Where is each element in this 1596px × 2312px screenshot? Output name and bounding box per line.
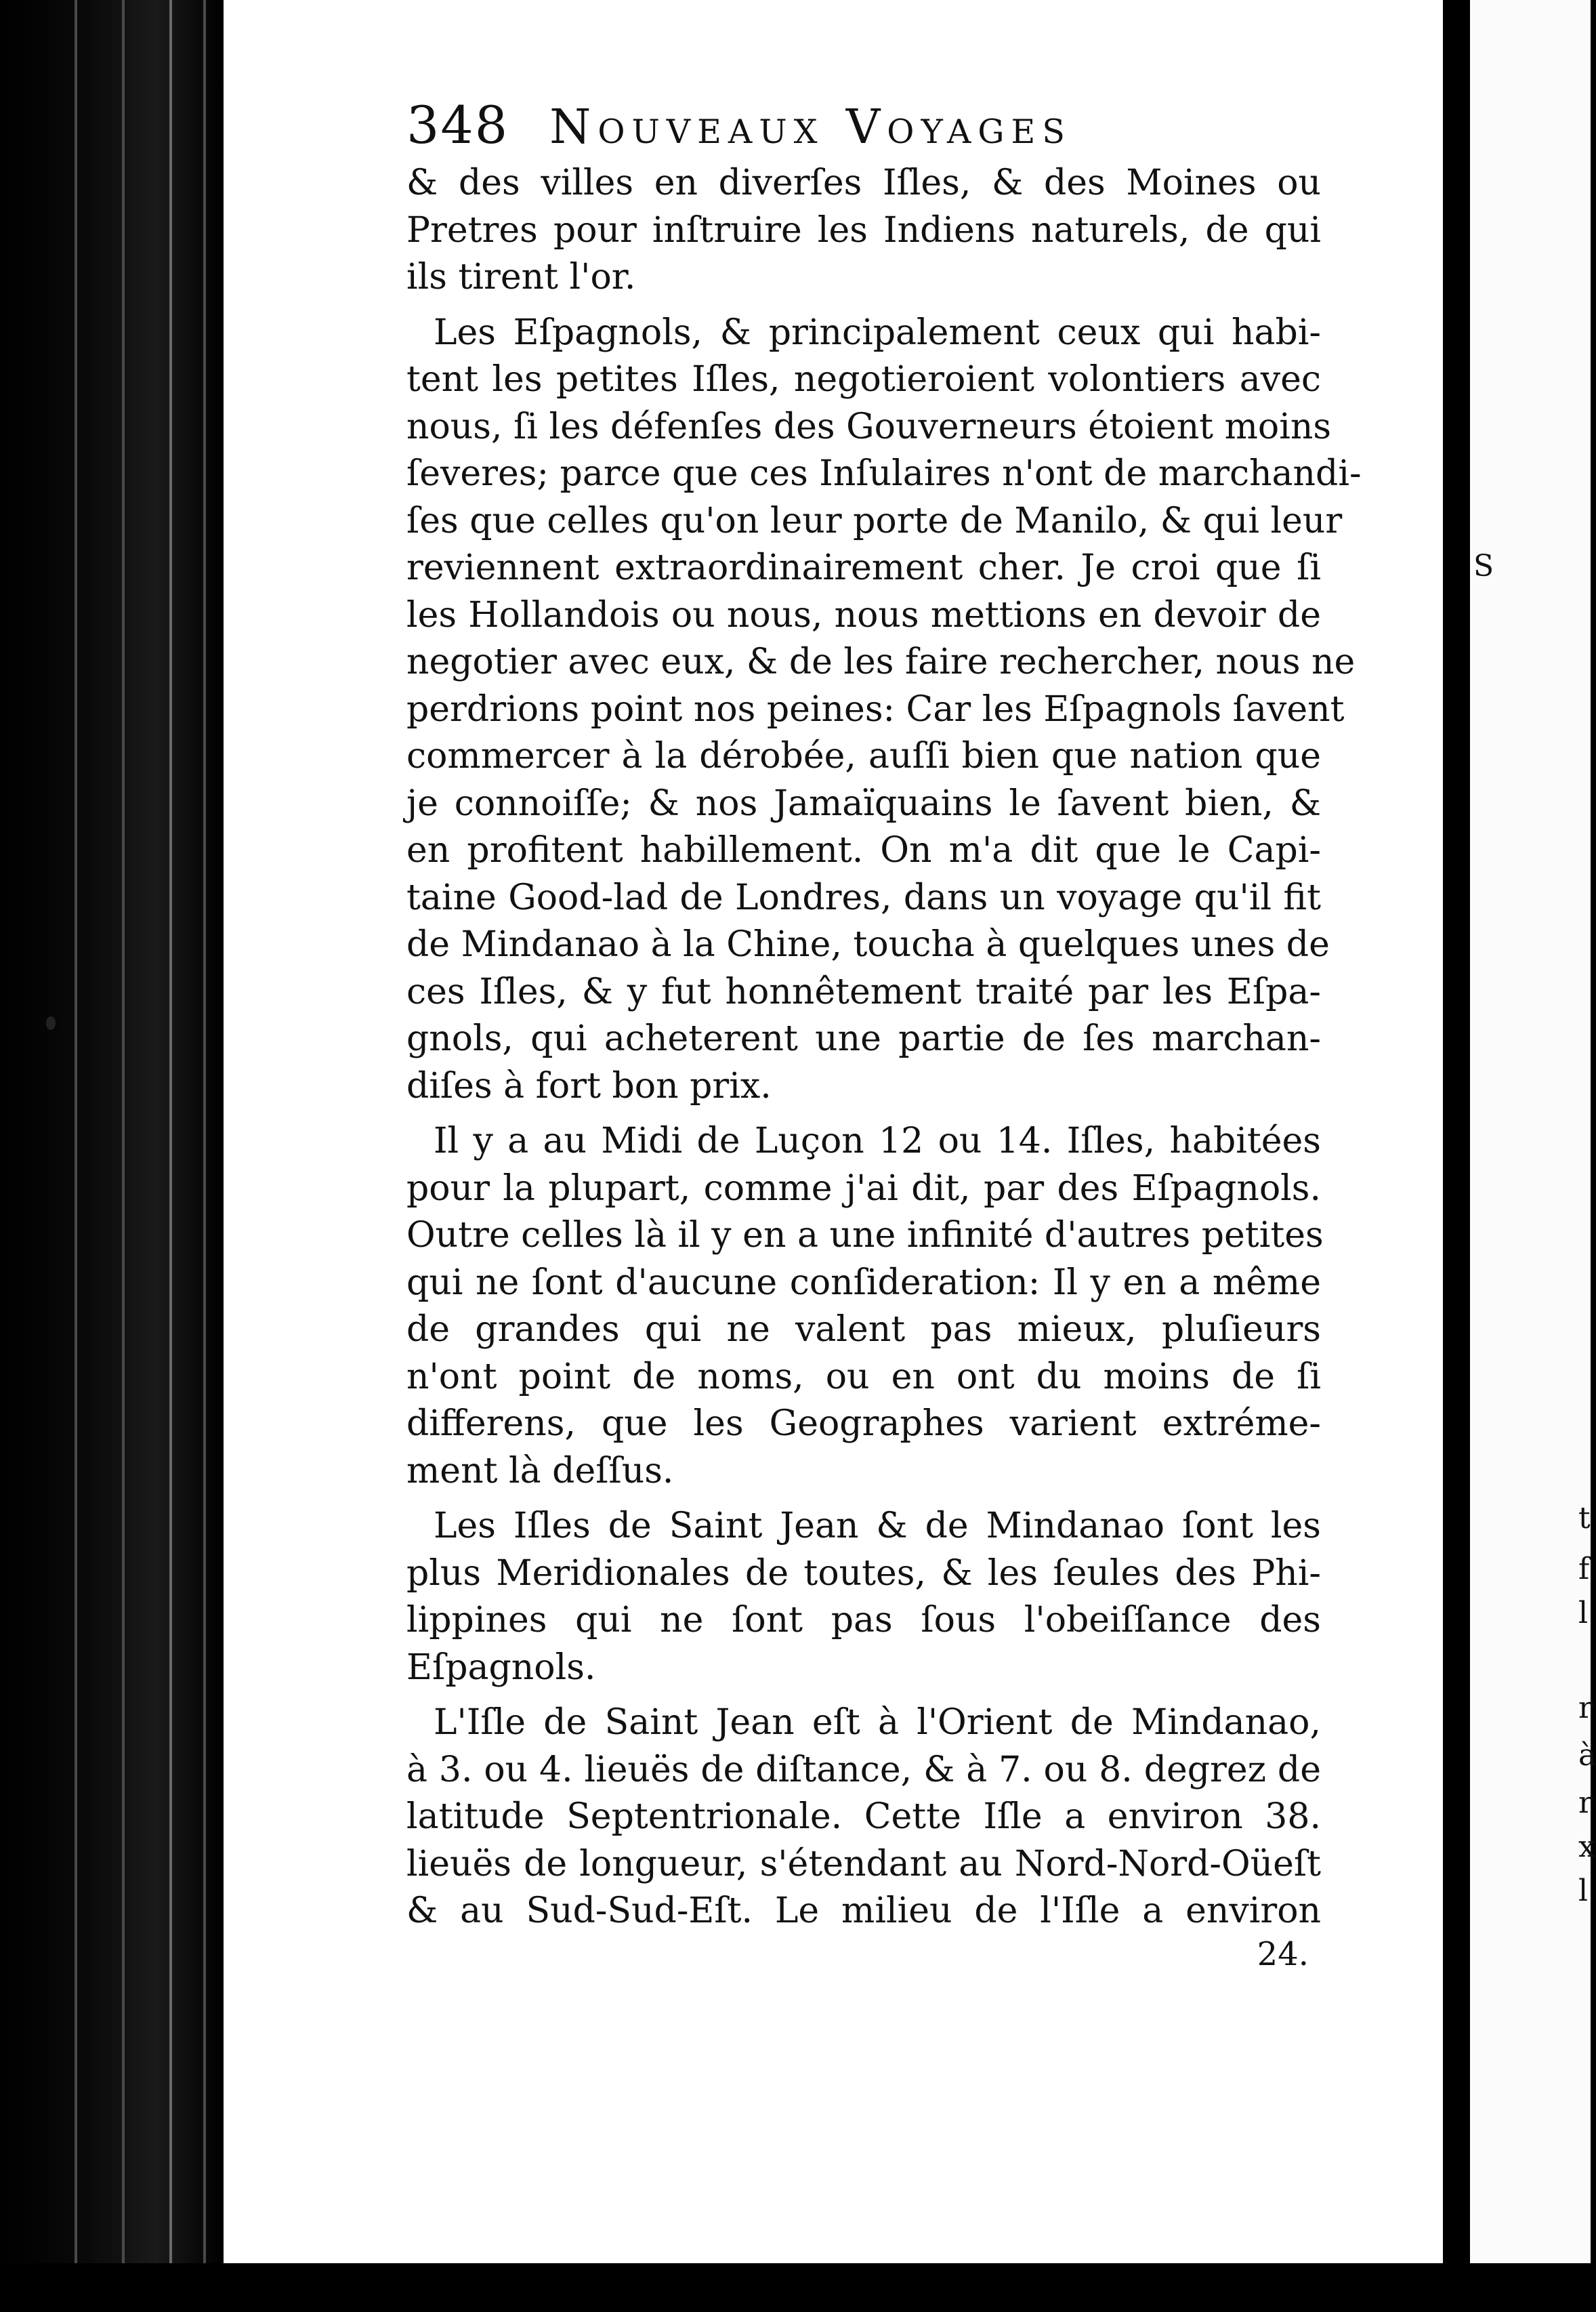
edge-letter: S bbox=[1473, 549, 1494, 583]
text-line: tent les petites Iſles, negotieroient volontiers avec bbox=[406, 359, 1321, 400]
text-line: nous, ſi les défenſes des Gouverneurs étoient moins bbox=[406, 406, 1332, 447]
text-block bbox=[406, 95, 1362, 1973]
page-edge-border bbox=[1443, 0, 1470, 2312]
text-line: de grandes qui ne valent pas mieux, pluſieurs bbox=[406, 1309, 1321, 1350]
paragraph bbox=[406, 310, 1362, 1111]
running-title: Nouveaux Voyages bbox=[549, 99, 1072, 154]
text-line: de Mindanao à la Chine, toucha à quelques unes de bbox=[406, 924, 1330, 965]
text-line: les Hollandois ou nous, nous mettions en devoir de bbox=[406, 594, 1321, 636]
text-line: qui ne ſont d'aucune conſideration: Il y en a même bbox=[406, 1262, 1321, 1303]
text-line: en profitent habillement. On m'a dit que le Capi- bbox=[406, 830, 1321, 871]
page-number: 348 bbox=[406, 95, 509, 155]
text-line: Outre celles là il y en a une infinité d'autres petites bbox=[406, 1215, 1324, 1256]
text-line: lieuës de longueur, s'étendant au Nord-Nord-Oüeſt bbox=[406, 1843, 1321, 1884]
text-line: negotier avec eux, & de les faire rechercher, nous ne bbox=[406, 642, 1356, 682]
text-line: & des villes en diverſes Iſles, & des Moines ou bbox=[406, 163, 1321, 203]
edge-letter: t bbox=[1578, 1501, 1591, 1535]
text-line: ils tirent l'or. bbox=[406, 257, 636, 297]
edge-letter: à bbox=[1578, 1738, 1596, 1773]
edge-letter: r bbox=[1578, 1785, 1593, 1820]
text-line: L'Iſle de Saint Jean eſt à l'Orient de Mindanao, bbox=[434, 1702, 1321, 1743]
gutter-line bbox=[169, 0, 172, 2312]
book-gutter bbox=[0, 0, 224, 2312]
text-line: & au Sud-Sud-Eſt. Le milieu de l'Iſle a environ bbox=[406, 1891, 1321, 1931]
text-line: reviennent extraordinairement cher. Je croi que ſi bbox=[406, 548, 1321, 588]
page-header bbox=[406, 95, 1321, 160]
text-line: ces Iſles, & y fut honnêtement traité par les Eſpa- bbox=[406, 971, 1321, 1012]
edge-letter: x bbox=[1578, 1830, 1595, 1864]
edge-letter: l bbox=[1578, 1596, 1589, 1630]
text-line: Pretres pour inſtruire les Indiens naturels, de qui bbox=[406, 209, 1321, 251]
catchword: 24. bbox=[1257, 1935, 1309, 1973]
text-line: ſeveres; parce que ces Inſulaires n'ont de marchandi- bbox=[406, 453, 1362, 494]
text-line: diſes à fort bon prix. bbox=[406, 1065, 772, 1107]
text-line: gnols, qui acheterent une partie de ſes marchan- bbox=[406, 1018, 1321, 1059]
text-line: à 3. ou 4. lieuës de diſtance, & à 7. ou 8. degrez de bbox=[406, 1749, 1321, 1790]
text-line: perdrions point nos peines: Car les Eſpagnols ſavent bbox=[406, 688, 1345, 730]
text-line: differens, que les Geographes varient extréme- bbox=[406, 1403, 1321, 1444]
text-line: commercer à la dérobée, auſſi bien que nation que bbox=[406, 736, 1321, 777]
edge-letter: r bbox=[1578, 1691, 1593, 1725]
ink-speck bbox=[46, 1016, 56, 1030]
gutter-line bbox=[122, 0, 125, 2312]
text-line: Les Iſles de Saint Jean & de Mindanao ſont les bbox=[434, 1506, 1321, 1546]
text-line: n'ont point de noms, ou en ont du moins de ſi bbox=[406, 1356, 1321, 1397]
paragraph bbox=[406, 1699, 1321, 1935]
paragraph bbox=[406, 1503, 1321, 1691]
text-line: plus Meridionales de toutes, & les ſeules des Phi- bbox=[406, 1552, 1321, 1594]
gutter-line bbox=[203, 0, 206, 2312]
text-line: ſes que celles qu'on leur porte de Manilo, & qui leur bbox=[406, 500, 1343, 541]
text-line: pour la plupart, comme j'ai dit, par des Eſpagnols. bbox=[406, 1168, 1321, 1209]
next-page-sliver bbox=[1470, 0, 1591, 2312]
text-line: Eſpagnols. bbox=[406, 1647, 596, 1688]
paragraph bbox=[406, 160, 1321, 302]
edge-letter: f bbox=[1578, 1552, 1590, 1586]
text-line: latitude Septentrionale. Cette Iſle a environ 38. bbox=[406, 1796, 1321, 1837]
text-line: ment là deſſus. bbox=[406, 1450, 674, 1491]
paragraph bbox=[406, 1118, 1324, 1495]
text-line: lippines qui ne ſont pas ſous l'obeiſſance des bbox=[406, 1600, 1321, 1640]
text-line: Il y a au Midi de Luçon 12 ou 14. Iſles, habitées bbox=[434, 1121, 1321, 1161]
text-line: Les Eſpagnols, & principalement ceux qui habi- bbox=[434, 312, 1321, 353]
scan-bottom-edge bbox=[0, 2263, 1591, 2312]
text-line: je connoiſſe; & nos Jamaïquains le ſavent bien, & bbox=[406, 783, 1321, 824]
gutter-line bbox=[75, 0, 77, 2312]
text-line: taine Good-lad de Londres, dans un voyage qu'il fit bbox=[406, 877, 1321, 918]
edge-letter: l bbox=[1578, 1874, 1589, 1908]
